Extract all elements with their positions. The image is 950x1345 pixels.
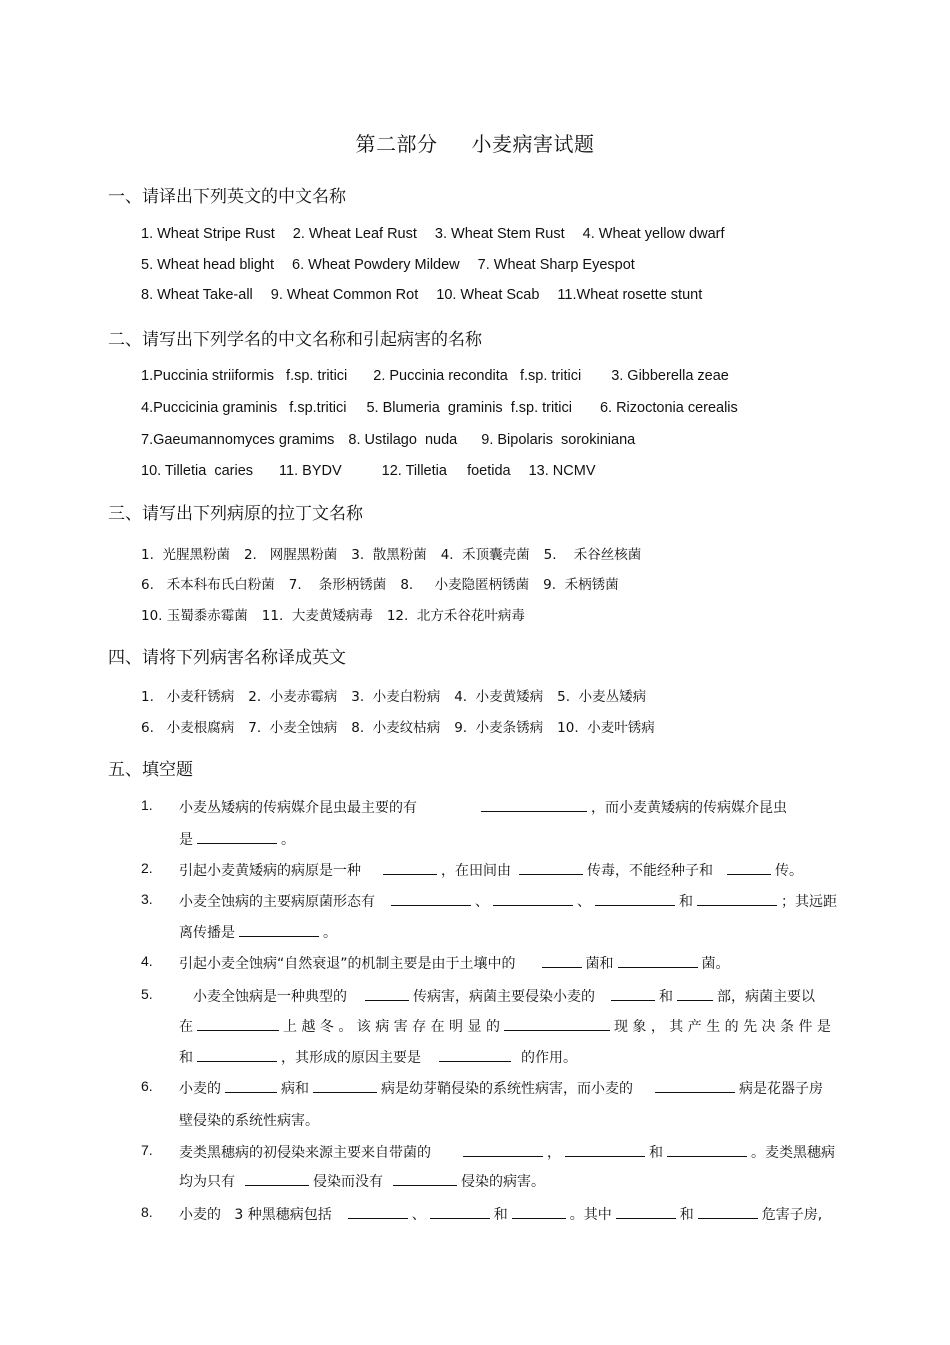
question-number: 3.: [141, 891, 153, 907]
q-text: 侵染而没有: [313, 1174, 383, 1190]
answer-blank[interactable]: [393, 1171, 457, 1186]
q-text: 菌。: [701, 956, 730, 972]
sec2-item: 6. Rizoctonia cerealis: [599, 400, 738, 416]
q-text: 、: [475, 894, 489, 910]
q-text: ，在田间由: [441, 863, 511, 879]
q-text: 和: [659, 989, 673, 1005]
q-text: 现 象 ， 其 产 生 的 先 决 条 件 是: [613, 1019, 831, 1035]
answer-blank[interactable]: [493, 891, 573, 906]
section-2-heading: 二、请写出下列学名的中文名称和引起病害的名称: [108, 330, 482, 350]
sec4-item: 2. 小麦赤霉病: [248, 689, 338, 705]
sec1-row-3: [141, 287, 720, 303]
sec2-item: 3. Gibberella zeae: [611, 368, 729, 384]
sec3-item: 11. 大麦黄矮病毒: [261, 608, 373, 624]
sec2-item: 5. Blumeria graminis f.sp. tritici: [366, 400, 572, 416]
sec1-row-1: [141, 226, 743, 242]
q-text: 侵染的病害。: [461, 1174, 545, 1190]
q-text: 病和: [281, 1081, 309, 1097]
sec2-item: 1.Puccinia striiformis f.sp. tritici: [141, 368, 348, 384]
answer-blank[interactable]: [197, 1016, 279, 1031]
section-5-heading: 五、填空题: [108, 760, 193, 780]
q-text: 均为只有: [179, 1174, 235, 1190]
title-part: 第二部分: [355, 132, 438, 156]
q-text: 小麦的 3 种黑穗病包括: [179, 1207, 332, 1223]
q-text: 小麦全蚀病的主要病原菌形态有: [179, 894, 375, 910]
answer-blank[interactable]: [197, 829, 277, 844]
sec2-row-3: [141, 432, 653, 448]
sec3-item: 3. 散黑粉菌: [351, 547, 427, 563]
sec4-item: 3. 小麦白粉病: [351, 689, 441, 705]
q-text: 。: [281, 832, 295, 848]
answer-blank[interactable]: [239, 922, 319, 937]
sec1-item: 11.Wheat rosette stunt: [557, 287, 703, 303]
sec3-row-2: [141, 573, 633, 593]
page-title: [0, 128, 950, 157]
answer-blank[interactable]: [519, 860, 583, 875]
q-text: 小麦全蚀病是一种典型的: [193, 989, 347, 1005]
question-number: 7.: [141, 1142, 153, 1158]
question-number: 4.: [141, 953, 153, 969]
answer-blank[interactable]: [439, 1047, 511, 1062]
answer-blank[interactable]: [677, 986, 713, 1001]
sec2-row-4: [141, 463, 614, 479]
sec3-item: 12. 北方禾谷花叶病毒: [386, 608, 525, 624]
answer-blank[interactable]: [512, 1204, 566, 1219]
answer-blank[interactable]: [430, 1204, 490, 1219]
sec3-item: 1. 光腥黑粉菌: [141, 547, 230, 563]
q-text: 离传播是: [179, 925, 235, 941]
question-number: 2.: [141, 860, 153, 876]
q-text: 传。: [775, 863, 803, 879]
sec1-item: 5. Wheat head blight: [141, 257, 275, 273]
answer-blank[interactable]: [391, 891, 471, 906]
answer-blank[interactable]: [197, 1047, 277, 1062]
q-text: 在: [179, 1019, 193, 1035]
sec4-item: 7. 小麦全蚀病: [248, 720, 338, 736]
answer-blank[interactable]: [313, 1078, 377, 1093]
sec2-item: 7.Gaeumannomyces gramims: [141, 432, 335, 448]
sec2-row-1: [141, 368, 747, 384]
answer-blank[interactable]: [565, 1142, 645, 1157]
q-text: 。其中: [569, 1207, 612, 1223]
answer-blank[interactable]: [481, 797, 587, 812]
q-text: 部，病菌主要以: [717, 989, 815, 1005]
question-number: 1.: [141, 797, 153, 813]
question-number: 6.: [141, 1078, 153, 1094]
sec3-item: 9. 禾柄锈菌: [543, 577, 619, 593]
sec2-item: 4.Puccicinia graminis f.sp.tritici: [141, 400, 347, 416]
sec4-row-1: [141, 685, 660, 705]
answer-blank[interactable]: [667, 1142, 747, 1157]
q-text: 和: [493, 1207, 508, 1223]
answer-blank[interactable]: [463, 1142, 543, 1157]
sec3-item: 6. 禾本科布氏白粉菌: [141, 577, 275, 593]
q-text: 麦类黑穗病的初侵染来源主要来自带菌的: [179, 1145, 431, 1161]
q-text: 、: [577, 894, 591, 910]
sec1-item: 7. Wheat Sharp Eyespot: [477, 257, 635, 273]
sec4-item: 6. 小麦根腐病: [141, 720, 235, 736]
q-text: 危害子房,: [761, 1207, 823, 1223]
answer-blank[interactable]: [383, 860, 437, 875]
q-text: 。: [323, 925, 337, 941]
sec4-item: 4. 小麦黄矮病: [454, 689, 544, 705]
answer-blank[interactable]: [616, 1204, 676, 1219]
sec2-item: 8. Ustilago nuda: [348, 432, 458, 448]
sec1-item: 3. Wheat Stem Rust: [434, 226, 565, 242]
answer-blank[interactable]: [697, 891, 777, 906]
answer-blank[interactable]: [245, 1171, 309, 1186]
answer-blank[interactable]: [365, 986, 409, 1001]
sec4-item: 1. 小麦秆锈病: [141, 689, 235, 705]
answer-blank[interactable]: [727, 860, 771, 875]
answer-blank[interactable]: [348, 1204, 408, 1219]
sec1-item: 4. Wheat yellow dwarf: [582, 226, 725, 242]
q-text: 病是花器子房: [739, 1081, 823, 1097]
q-text: ，其形成的原因主要是: [281, 1050, 421, 1066]
q-text: 是: [179, 832, 193, 848]
q-text: 传病害，病菌主要侵染小麦的: [413, 989, 595, 1005]
question-number: 8.: [141, 1204, 153, 1220]
sec3-row-1: [141, 543, 655, 563]
sec2-item: 2. Puccinia recondita f.sp. tritici: [373, 368, 582, 384]
sec3-item: 5. 禾谷丝核菌: [543, 547, 642, 563]
sec4-item: 5. 小麦丛矮病: [557, 689, 647, 705]
sec1-item: 2. Wheat Leaf Rust: [292, 226, 417, 242]
sec2-item: 9. Bipolaris sorokiniana: [481, 432, 636, 448]
answer-blank[interactable]: [618, 953, 698, 968]
q-text: 上 越 冬 。 该 病 害 存 在 明 显 的: [283, 1019, 500, 1035]
sec2-item: 12. Tilletia foetida: [381, 463, 511, 479]
sec1-item: 6. Wheat Powdery Mildew: [292, 257, 460, 273]
sec4-item: 8. 小麦纹枯病: [351, 720, 441, 736]
q-text: ，: [547, 1145, 561, 1161]
q-text: 的作用。: [521, 1050, 577, 1066]
sec1-item: 8. Wheat Take-all: [141, 287, 253, 303]
sec3-item: 8. 小麦隐匿柄锈菌: [400, 577, 530, 593]
q-text: 菌和: [585, 956, 614, 972]
sec2-item: 13. NCMV: [528, 463, 596, 479]
answer-blank[interactable]: [225, 1078, 277, 1093]
answer-blank[interactable]: [655, 1078, 735, 1093]
q-text: ；其远距: [781, 894, 837, 910]
sec4-row-2: [141, 716, 669, 736]
sec4-item: 10. 小麦叶锈病: [557, 720, 655, 736]
answer-blank[interactable]: [504, 1016, 610, 1031]
sec3-item: 4. 禾顶囊壳菌: [440, 547, 530, 563]
answer-blank[interactable]: [611, 986, 655, 1001]
q-text: 。麦类黑穗病: [751, 1145, 835, 1161]
sec4-item: 9. 小麦条锈病: [454, 720, 544, 736]
sec3-item: 7. 条形柄锈菌: [288, 577, 387, 593]
title-name: 小麦病害试题: [471, 132, 595, 156]
question-number: 5.: [141, 986, 153, 1002]
section-3-heading: 三、请写出下列病原的拉丁文名称: [108, 504, 363, 524]
sec1-item: 9. Wheat Common Rot: [270, 287, 419, 303]
sec1-item: 1. Wheat Stripe Rust: [141, 226, 275, 242]
sec2-item: 11. BYDV: [279, 463, 342, 479]
section-1-heading: 一、请译出下列英文的中文名称: [108, 187, 346, 207]
q-text: 引起小麦全蚀病“自然衰退”的机制主要是由于土壤中的: [179, 956, 516, 972]
sec1-row-2: [141, 257, 653, 273]
q-text: 传毒，不能经种子和: [587, 863, 713, 879]
q-text: 和: [679, 894, 693, 910]
sec3-row-3: [141, 604, 539, 624]
q-text: 和: [679, 1207, 694, 1223]
q-text: 和: [179, 1050, 193, 1066]
q-text: 小麦的: [179, 1081, 221, 1097]
sec3-item: 10. 玉蜀黍赤霉菌: [141, 608, 248, 624]
q-text: 和: [649, 1145, 663, 1161]
answer-blank[interactable]: [698, 1204, 758, 1219]
q-text: 病是幼芽鞘侵染的系统性病害，而小麦的: [381, 1081, 633, 1097]
q-text: 、: [411, 1207, 426, 1223]
answer-blank[interactable]: [542, 953, 582, 968]
sec2-item: 10. Tilletia caries: [141, 463, 254, 479]
q-text: 壁侵染的系统性病害。: [179, 1113, 319, 1129]
answer-blank[interactable]: [595, 891, 675, 906]
sec2-row-2: [141, 400, 756, 416]
q-text: 小麦丛矮病的传病媒介昆虫最主要的有: [179, 800, 417, 816]
q-text: 引起小麦黄矮病的病原是一种: [179, 863, 361, 879]
q-text: ，而小麦黄矮病的传病媒介昆虫: [591, 800, 787, 816]
section-4-heading: 四、请将下列病害名称译成英文: [108, 648, 346, 668]
sec1-item: 10. Wheat Scab: [436, 287, 540, 303]
sec3-item: 2. 网腥黑粉菌: [243, 547, 338, 563]
